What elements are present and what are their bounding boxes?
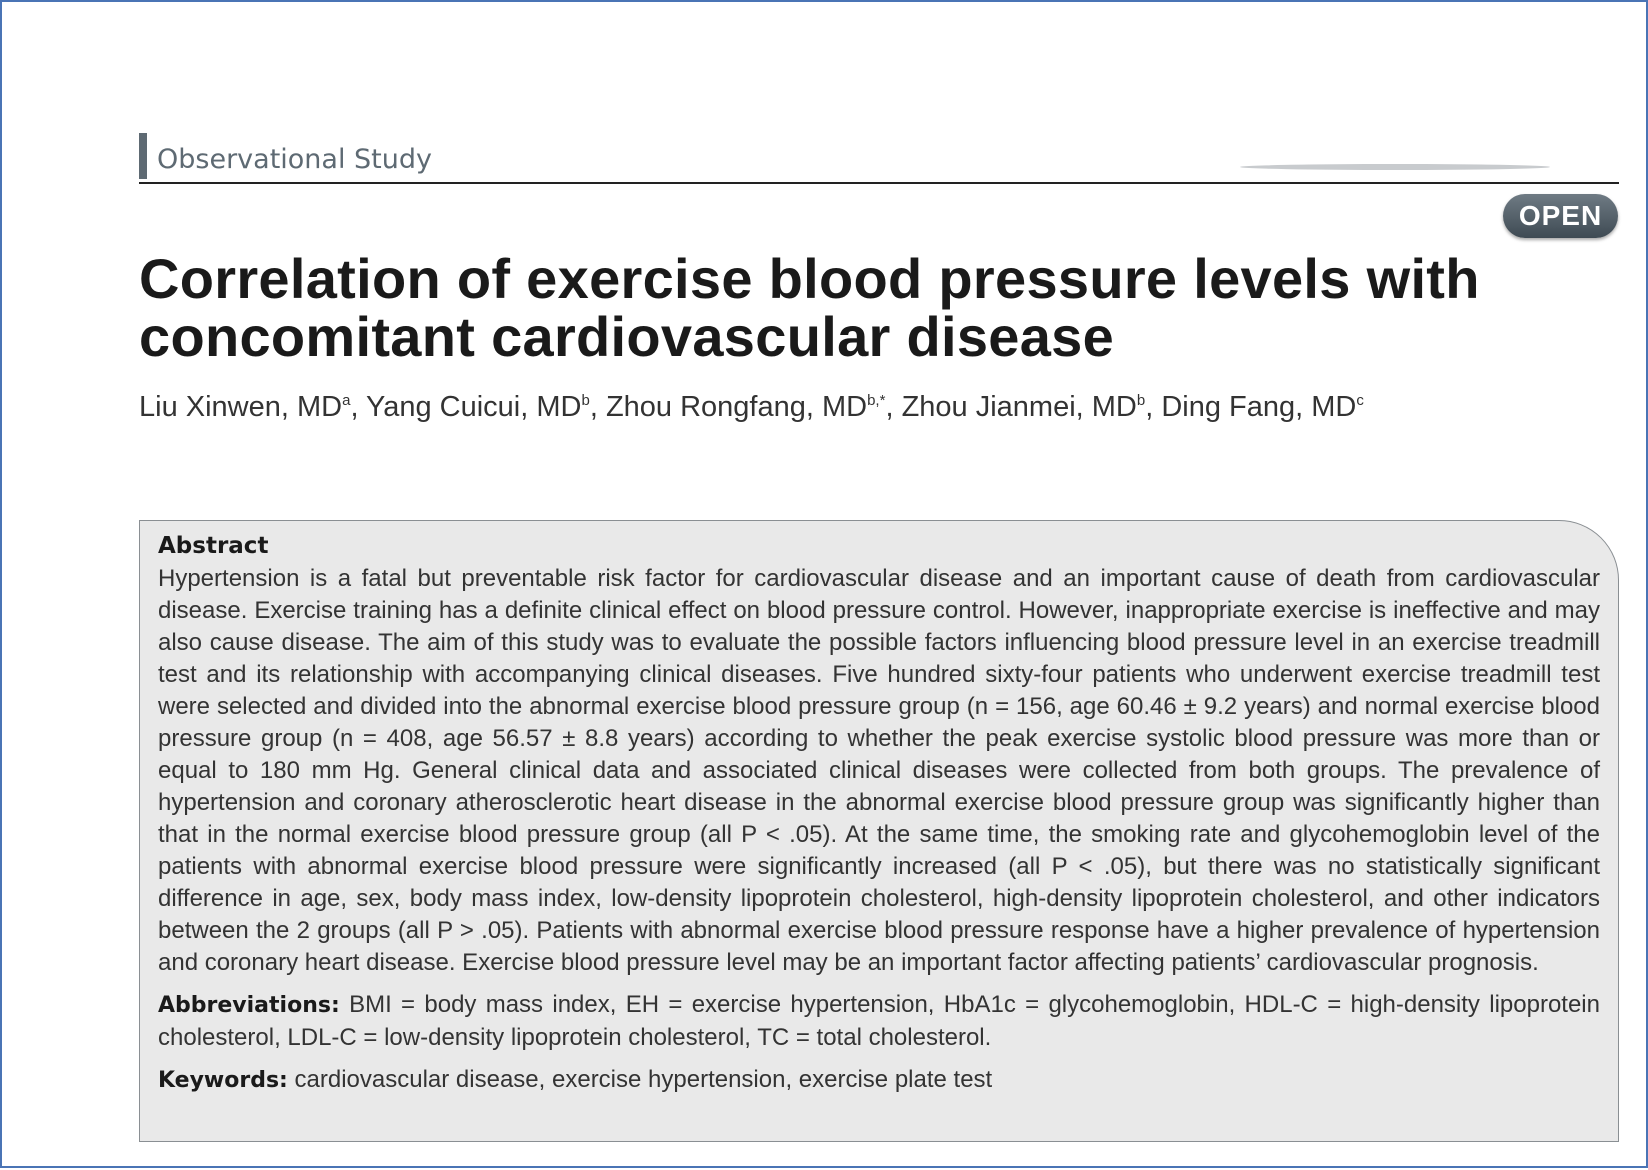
author-affiliation: b (1136, 392, 1146, 409)
keywords-label: Keywords: (158, 1068, 288, 1093)
author-affiliation: b,* (867, 392, 886, 409)
open-access-badge: OPEN (1503, 194, 1618, 238)
author-name: Zhou Rongfang, MD (605, 391, 868, 423)
decorative-swoosh (1240, 164, 1550, 170)
author-affiliation: a (342, 392, 351, 409)
author-name: Liu Xinwen, MD (139, 391, 343, 423)
author-affiliation: b (581, 392, 590, 409)
title-line-1: Correlation of exercise blood pressure levels with (139, 247, 1480, 310)
section-label: Observational Study (139, 133, 432, 179)
author-name: Zhou Jianmei, MD (901, 391, 1137, 423)
article-title (139, 247, 1619, 368)
abstract-box (139, 520, 1619, 1142)
keywords-text: cardiovascular disease, exercise hypertension, exercise plate test (294, 1066, 993, 1093)
abstract-body: Hypertension is a fatal but preventable risk factor for cardiovascular disease and an important cause of death from cardiovascular disease. Exercise training has a definite clinical effect on blood pressure control. However, inappropriate exercise is ineffective and may also cause disease. The aim of this study was to evaluate the possible factors influencing blood pressure level in an exercise treadmill test and its relationship with accompanying clinical diseases. Five hundred sixty-four patients who underwent exercise treadmill test were selected and divided into the abnormal exercise blood pressure group (n = 156, age 60.46 ± 9.2 years) and normal exercise blood pressure group (n = 408, age 56.57 ± 8.8 years) according to whether the peak exercise systolic blood pressure was more than or equal to 180 mm Hg. General clinical data and associated clinical diseases were collected from both groups. The prevalence of hypertension and coronary atherosclerotic heart disease in the abnormal exercise blood pressure group was significantly higher than that in the normal exercise blood pressure group (all P < .05). At the same time, the smoking rate and glycohemoglobin level of the patients with abnormal exercise blood pressure were significantly increased (all P < .05), but there was no statistically significant difference in age, sex, body mass index, low-density lipoprotein cholesterol, high-density lipoprotein cholesterol, and other indicators between the 2 groups (all P > .05). Patients with abnormal exercise blood pressure response have a higher prevalence of hypertension and coronary heart disease. Exercise blood pressure level may be an important factor affecting patients’ cardiovascular prognosis. (158, 565, 1600, 976)
abbreviations-label: Abbreviations: (158, 993, 340, 1018)
abbreviations-text: BMI = body mass index, EH = exercise hypertension, HbA1c = glycohemoglobin, HDL-C = high-density lipoprotein cholesterol, LDL-C = low-density lipoprotein cholesterol, TC = total cholesterol. (158, 991, 1600, 1051)
author-list (139, 383, 1619, 425)
author-separator: , (589, 391, 606, 423)
author-name: Ding Fang, MD (1161, 391, 1357, 423)
author-separator: , (350, 391, 367, 423)
author-separator: , (885, 391, 902, 423)
author-separator: , (1145, 391, 1162, 423)
abstract-heading: Abstract (158, 533, 269, 559)
keywords (158, 1064, 1600, 1097)
author-affiliation: c (1356, 392, 1364, 409)
abbreviations (158, 989, 1600, 1054)
author-name: Yang Cuicui, MD (366, 391, 582, 423)
title-line-2: concomitant cardiovascular disease (139, 305, 1115, 368)
header-rule (139, 182, 1619, 184)
